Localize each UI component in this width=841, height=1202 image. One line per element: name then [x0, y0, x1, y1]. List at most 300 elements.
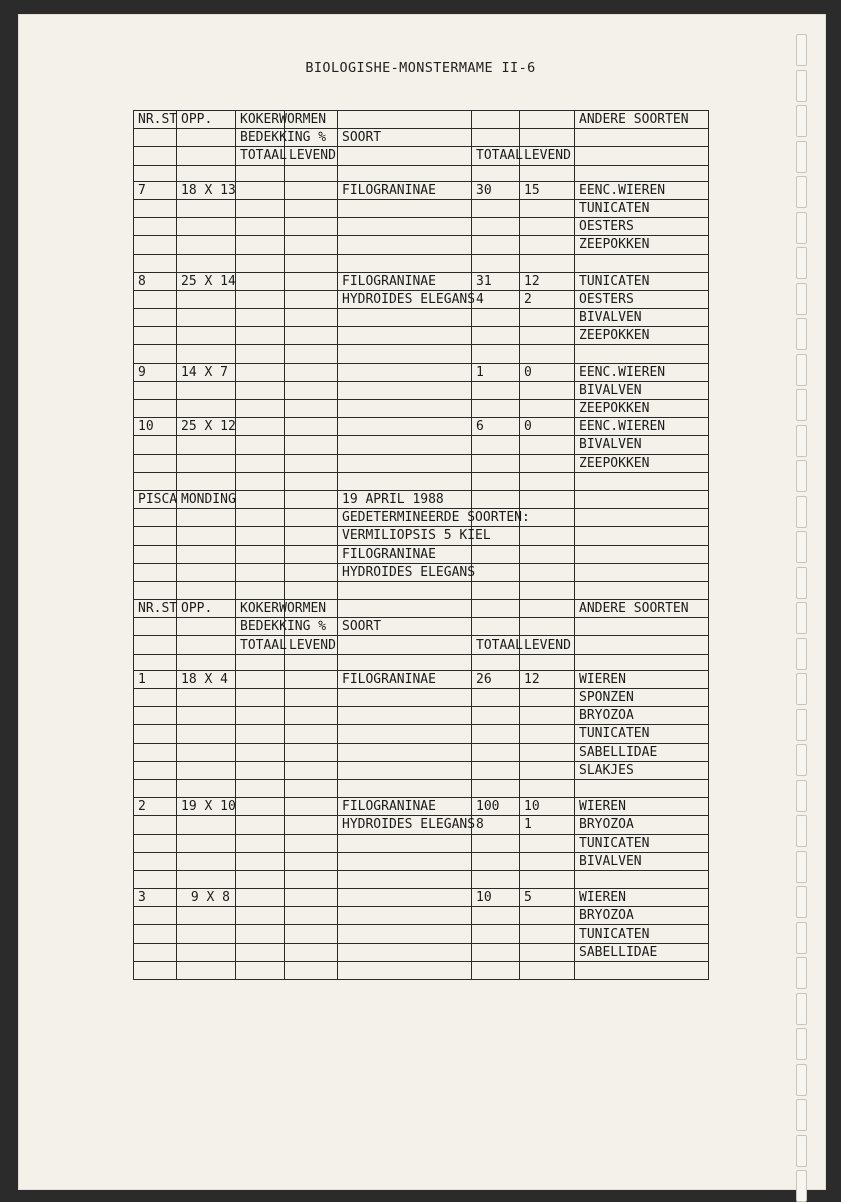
- cell-other-species: [575, 618, 709, 636]
- table-row: [134, 272, 709, 290]
- table-row: [134, 218, 709, 236]
- cell-count-living: LEVEND: [520, 636, 575, 654]
- binding-ring: [796, 318, 807, 350]
- cell-station: [134, 618, 177, 636]
- cell-station: [134, 218, 177, 236]
- cell-coverage-total: [236, 454, 285, 472]
- cell-species: SOORT: [338, 129, 472, 147]
- binding-ring: [796, 247, 807, 279]
- cell-coverage-total: [236, 761, 285, 779]
- cell-coverage-living: [285, 743, 338, 761]
- cell-other-species: [575, 563, 709, 581]
- cell-count-living: [520, 129, 575, 147]
- cell-coverage-total: [236, 181, 285, 199]
- cell-count-living: [520, 925, 575, 943]
- cell-coverage-total: [236, 165, 285, 181]
- cell-other-species: BRYOZOA: [575, 907, 709, 925]
- cell-coverage-total: [236, 816, 285, 834]
- cell-station: [134, 381, 177, 399]
- cell-other-species: OESTERS: [575, 290, 709, 308]
- cell-station: 8: [134, 272, 177, 290]
- cell-area: [177, 870, 236, 888]
- cell-station: [134, 870, 177, 888]
- binding-ring: [796, 780, 807, 812]
- table-row: [134, 725, 709, 743]
- cell-coverage-total: [236, 363, 285, 381]
- cell-area: [177, 654, 236, 670]
- cell-other-species: TUNICATEN: [575, 725, 709, 743]
- cell-other-species: [575, 870, 709, 888]
- cell-species: FILOGRANINAE: [338, 181, 472, 199]
- cell-station: [134, 290, 177, 308]
- cell-coverage-living: [285, 563, 338, 581]
- table-row: [134, 943, 709, 961]
- cell-coverage-living: [285, 654, 338, 670]
- cell-count-living: 12: [520, 272, 575, 290]
- cell-species: HYDROIDES ELEGANS: [338, 563, 472, 581]
- cell-count-living: [520, 961, 575, 979]
- cell-station: [134, 654, 177, 670]
- table-row: [134, 545, 709, 563]
- binding-ring: [796, 957, 807, 989]
- cell-count-living: [520, 309, 575, 327]
- cell-count-living: [520, 725, 575, 743]
- document-title: BIOLOGISHE-MONSTERMAME II-6: [305, 60, 536, 76]
- cell-area: MONDING: [177, 490, 236, 508]
- cell-area: [177, 454, 236, 472]
- cell-coverage-total: [236, 670, 285, 688]
- cell-area: OPP.: [177, 600, 236, 618]
- cell-count-total: [472, 961, 520, 979]
- cell-species: [338, 418, 472, 436]
- cell-species: GEDETERMINEERDE SOORTEN:: [338, 509, 472, 527]
- cell-other-species: [575, 961, 709, 979]
- cell-coverage-total: BEDEKKING %: [236, 129, 285, 147]
- cell-count-total: [472, 852, 520, 870]
- cell-coverage-living: [285, 381, 338, 399]
- binding-ring: [796, 496, 807, 528]
- cell-coverage-total: [236, 327, 285, 345]
- binding-ring: [796, 354, 807, 386]
- cell-coverage-living: [285, 689, 338, 707]
- cell-area: [177, 743, 236, 761]
- cell-count-living: [520, 779, 575, 797]
- binding-ring: [796, 602, 807, 634]
- cell-count-living: [520, 236, 575, 254]
- cell-count-total: [472, 689, 520, 707]
- cell-count-living: [520, 943, 575, 961]
- cell-count-total: [472, 600, 520, 618]
- cell-count-total: [472, 490, 520, 508]
- cell-count-total: [472, 943, 520, 961]
- cell-species: [338, 779, 472, 797]
- cell-count-total: [472, 581, 520, 599]
- cell-area: 14 X 7: [177, 363, 236, 381]
- cell-count-living: 12: [520, 670, 575, 688]
- cell-other-species: OESTERS: [575, 218, 709, 236]
- cell-coverage-total: KOKERWORMEN: [236, 111, 285, 129]
- cell-count-total: [472, 743, 520, 761]
- cell-count-total: [472, 618, 520, 636]
- binding-ring: [796, 283, 807, 315]
- table-row: [134, 689, 709, 707]
- cell-area: [177, 165, 236, 181]
- cell-station: [134, 472, 177, 490]
- cell-station: 7: [134, 181, 177, 199]
- cell-other-species: BIVALVEN: [575, 381, 709, 399]
- cell-area: [177, 779, 236, 797]
- table-row: [134, 345, 709, 363]
- cell-area: [177, 381, 236, 399]
- cell-other-species: [575, 490, 709, 508]
- cell-coverage-living: [285, 181, 338, 199]
- cell-coverage-living: [285, 418, 338, 436]
- cell-species: FILOGRANINAE: [338, 670, 472, 688]
- cell-count-total: [472, 834, 520, 852]
- cell-other-species: TUNICATEN: [575, 199, 709, 217]
- binding-ring: [796, 389, 807, 421]
- cell-coverage-living: [285, 345, 338, 363]
- cell-count-total: 30: [472, 181, 520, 199]
- cell-coverage-total: [236, 907, 285, 925]
- cell-other-species: [575, 254, 709, 272]
- cell-coverage-total: [236, 199, 285, 217]
- cell-count-living: LEVEND: [520, 147, 575, 165]
- table-row: [134, 418, 709, 436]
- cell-species: [338, 381, 472, 399]
- cell-station: [134, 545, 177, 563]
- table-row: [134, 743, 709, 761]
- cell-area: [177, 636, 236, 654]
- cell-coverage-living: [285, 436, 338, 454]
- cell-area: [177, 961, 236, 979]
- cell-station: [134, 943, 177, 961]
- cell-count-total: [472, 165, 520, 181]
- cell-other-species: BIVALVEN: [575, 852, 709, 870]
- cell-species: HYDROIDES ELEGANS: [338, 290, 472, 308]
- cell-coverage-total: [236, 490, 285, 508]
- cell-other-species: ANDERE SOORTEN: [575, 111, 709, 129]
- cell-area: 19 X 10: [177, 798, 236, 816]
- cell-coverage-total: [236, 779, 285, 797]
- cell-area: [177, 852, 236, 870]
- binding-ring: [796, 1028, 807, 1060]
- cell-coverage-living: [285, 165, 338, 181]
- cell-coverage-total: [236, 290, 285, 308]
- cell-coverage-total: [236, 725, 285, 743]
- cell-area: [177, 618, 236, 636]
- cell-other-species: EENC.WIEREN: [575, 181, 709, 199]
- cell-coverage-total: [236, 870, 285, 888]
- cell-species: [338, 436, 472, 454]
- cell-station: [134, 147, 177, 165]
- cell-other-species: ZEEPOKKEN: [575, 327, 709, 345]
- cell-other-species: [575, 527, 709, 545]
- binding-ring: [796, 815, 807, 847]
- table-row: [134, 852, 709, 870]
- cell-count-total: 26: [472, 670, 520, 688]
- cell-area: [177, 400, 236, 418]
- cell-area: 25 X 12: [177, 418, 236, 436]
- cell-other-species: [575, 779, 709, 797]
- table-row: [134, 147, 709, 165]
- cell-other-species: BRYOZOA: [575, 707, 709, 725]
- cell-station: [134, 907, 177, 925]
- cell-count-total: [472, 254, 520, 272]
- table-row: [134, 254, 709, 272]
- cell-species: [338, 309, 472, 327]
- cell-count-living: [520, 111, 575, 129]
- cell-count-total: [472, 472, 520, 490]
- cell-coverage-living: [285, 834, 338, 852]
- cell-species: FILOGRANINAE: [338, 545, 472, 563]
- cell-coverage-living: [285, 472, 338, 490]
- cell-count-living: [520, 381, 575, 399]
- table-row: [134, 490, 709, 508]
- cell-count-living: [520, 654, 575, 670]
- cell-station: 3: [134, 889, 177, 907]
- cell-coverage-living: [285, 327, 338, 345]
- cell-other-species: [575, 636, 709, 654]
- cell-other-species: WIEREN: [575, 670, 709, 688]
- spiral-binding: [791, 18, 821, 1178]
- cell-area: [177, 218, 236, 236]
- table-row: [134, 165, 709, 181]
- table-row: [134, 798, 709, 816]
- table-row: [134, 834, 709, 852]
- table-row: [134, 527, 709, 545]
- cell-coverage-total: TOTAAL: [236, 147, 285, 165]
- cell-count-living: [520, 618, 575, 636]
- cell-area: [177, 254, 236, 272]
- cell-coverage-living: [285, 490, 338, 508]
- table-row: [134, 816, 709, 834]
- cell-count-living: [520, 327, 575, 345]
- cell-area: [177, 943, 236, 961]
- cell-count-total: 31: [472, 272, 520, 290]
- cell-coverage-total: [236, 309, 285, 327]
- table-row: [134, 199, 709, 217]
- cell-area: [177, 707, 236, 725]
- cell-count-living: [520, 563, 575, 581]
- cell-count-total: [472, 345, 520, 363]
- cell-count-total: [472, 327, 520, 345]
- cell-other-species: BRYOZOA: [575, 816, 709, 834]
- cell-coverage-total: KOKERWORMEN: [236, 600, 285, 618]
- cell-species: [338, 707, 472, 725]
- cell-species: [338, 654, 472, 670]
- table-row: [134, 472, 709, 490]
- cell-count-total: [472, 761, 520, 779]
- cell-station: 2: [134, 798, 177, 816]
- cell-species: [338, 834, 472, 852]
- cell-coverage-total: BEDEKKING %: [236, 618, 285, 636]
- cell-station: [134, 236, 177, 254]
- cell-count-total: [472, 870, 520, 888]
- cell-area: 18 X 4: [177, 670, 236, 688]
- cell-other-species: BIVALVEN: [575, 309, 709, 327]
- cell-coverage-total: [236, 436, 285, 454]
- cell-other-species: [575, 129, 709, 147]
- cell-area: [177, 834, 236, 852]
- cell-species: [338, 363, 472, 381]
- cell-count-total: [472, 707, 520, 725]
- cell-area: [177, 327, 236, 345]
- cell-species: HYDROIDES ELEGANS: [338, 816, 472, 834]
- cell-count-living: [520, 400, 575, 418]
- cell-species: FILOGRANINAE: [338, 798, 472, 816]
- cell-area: [177, 925, 236, 943]
- table-row: [134, 129, 709, 147]
- binding-ring: [796, 709, 807, 741]
- cell-count-living: [520, 490, 575, 508]
- cell-other-species: SLAKJES: [575, 761, 709, 779]
- cell-species: SOORT: [338, 618, 472, 636]
- cell-count-total: [472, 779, 520, 797]
- cell-species: [338, 147, 472, 165]
- cell-coverage-living: [285, 870, 338, 888]
- cell-count-living: 2: [520, 290, 575, 308]
- binding-ring: [796, 141, 807, 173]
- cell-count-total: [472, 454, 520, 472]
- cell-area: [177, 472, 236, 490]
- cell-coverage-total: [236, 889, 285, 907]
- cell-area: [177, 436, 236, 454]
- cell-coverage-living: [285, 272, 338, 290]
- cell-count-living: [520, 472, 575, 490]
- cell-count-living: 0: [520, 363, 575, 381]
- binding-ring: [796, 851, 807, 883]
- cell-station: [134, 707, 177, 725]
- table-row: [134, 600, 709, 618]
- binding-ring: [796, 531, 807, 563]
- table-row: [134, 509, 709, 527]
- cell-area: [177, 581, 236, 599]
- cell-count-total: 8: [472, 816, 520, 834]
- cell-coverage-total: [236, 272, 285, 290]
- cell-species: [338, 199, 472, 217]
- cell-station: 9: [134, 363, 177, 381]
- table-row: [134, 381, 709, 399]
- cell-coverage-total: [236, 834, 285, 852]
- cell-station: PISCA: [134, 490, 177, 508]
- cell-count-living: 0: [520, 418, 575, 436]
- cell-coverage-living: [285, 509, 338, 527]
- cell-area: [177, 236, 236, 254]
- cell-count-living: 10: [520, 798, 575, 816]
- cell-count-total: 6: [472, 418, 520, 436]
- cell-count-total: [472, 111, 520, 129]
- cell-species: [338, 472, 472, 490]
- cell-station: [134, 816, 177, 834]
- cell-station: [134, 852, 177, 870]
- cell-station: [134, 925, 177, 943]
- cell-species: [338, 327, 472, 345]
- cell-species: [338, 236, 472, 254]
- cell-count-living: [520, 545, 575, 563]
- cell-coverage-living: [285, 581, 338, 599]
- cell-count-living: [520, 454, 575, 472]
- cell-coverage-living: [285, 527, 338, 545]
- cell-species: 19 APRIL 1988: [338, 490, 472, 508]
- binding-ring: [796, 425, 807, 457]
- cell-coverage-living: [285, 400, 338, 418]
- cell-other-species: TUNICATEN: [575, 925, 709, 943]
- cell-count-total: [472, 400, 520, 418]
- cell-station: NR.ST: [134, 111, 177, 129]
- table-row: [134, 889, 709, 907]
- table-row: [134, 436, 709, 454]
- cell-station: [134, 254, 177, 272]
- cell-count-total: [472, 925, 520, 943]
- cell-coverage-living: [285, 545, 338, 563]
- cell-other-species: ZEEPOKKEN: [575, 400, 709, 418]
- binding-ring: [796, 460, 807, 492]
- table-row: [134, 870, 709, 888]
- cell-area: [177, 725, 236, 743]
- cell-other-species: ZEEPOKKEN: [575, 454, 709, 472]
- table-row: [134, 779, 709, 797]
- cell-other-species: EENC.WIEREN: [575, 363, 709, 381]
- cell-count-living: 5: [520, 889, 575, 907]
- cell-species: [338, 111, 472, 129]
- cell-area: [177, 290, 236, 308]
- cell-count-total: TOTAAL: [472, 147, 520, 165]
- cell-other-species: WIEREN: [575, 798, 709, 816]
- cell-coverage-total: [236, 689, 285, 707]
- cell-area: [177, 907, 236, 925]
- table-row: [134, 707, 709, 725]
- cell-count-total: TOTAAL: [472, 636, 520, 654]
- cell-other-species: [575, 581, 709, 599]
- cell-species: [338, 218, 472, 236]
- cell-coverage-living: [285, 943, 338, 961]
- cell-area: [177, 147, 236, 165]
- cell-other-species: SPONZEN: [575, 689, 709, 707]
- cell-count-total: [472, 309, 520, 327]
- binding-ring: [796, 744, 807, 776]
- cell-coverage-living: [285, 236, 338, 254]
- cell-station: 10: [134, 418, 177, 436]
- cell-other-species: WIEREN: [575, 889, 709, 907]
- cell-station: [134, 436, 177, 454]
- cell-coverage-total: [236, 509, 285, 527]
- cell-coverage-total: [236, 418, 285, 436]
- cell-count-living: [520, 870, 575, 888]
- cell-other-species: TUNICATEN: [575, 834, 709, 852]
- cell-species: FILOGRANINAE: [338, 272, 472, 290]
- table-row: [134, 636, 709, 654]
- cell-other-species: ANDERE SOORTEN: [575, 600, 709, 618]
- cell-count-living: [520, 436, 575, 454]
- cell-coverage-living: [285, 889, 338, 907]
- cell-coverage-total: [236, 472, 285, 490]
- cell-species: [338, 943, 472, 961]
- binding-ring: [796, 1170, 807, 1202]
- cell-count-total: [472, 725, 520, 743]
- cell-other-species: [575, 509, 709, 527]
- cell-area: [177, 509, 236, 527]
- cell-coverage-living: [285, 199, 338, 217]
- cell-station: 1: [134, 670, 177, 688]
- binding-ring: [796, 886, 807, 918]
- table-row: [134, 111, 709, 129]
- cell-station: [134, 129, 177, 147]
- cell-station: [134, 400, 177, 418]
- cell-species: [338, 870, 472, 888]
- cell-count-living: [520, 761, 575, 779]
- cell-area: [177, 199, 236, 217]
